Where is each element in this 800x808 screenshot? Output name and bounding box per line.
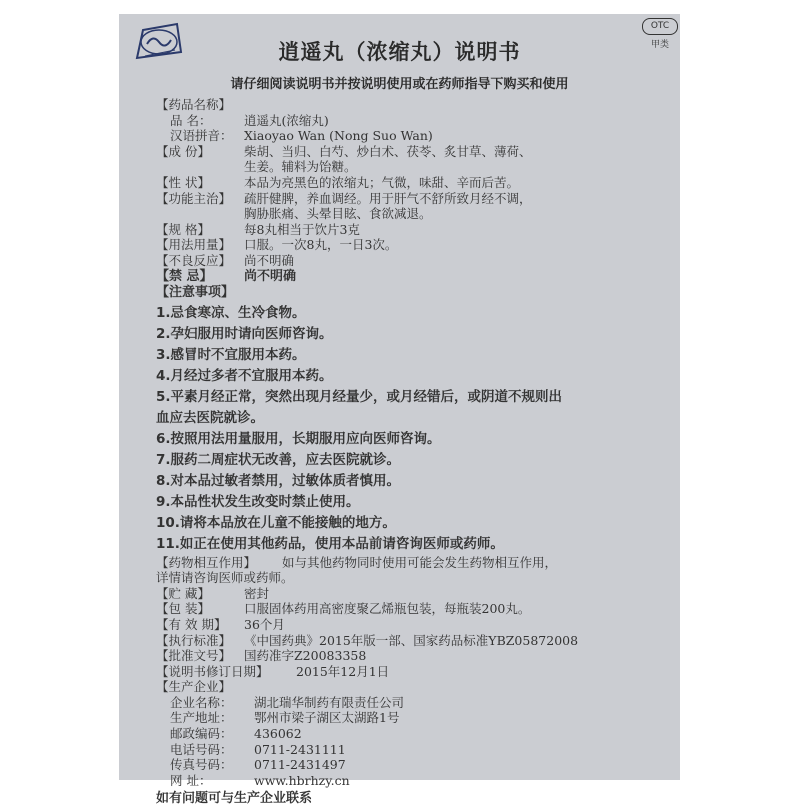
notes-heading: 【注意事项】 xyxy=(156,285,235,301)
adverse-value: 尚不明确 xyxy=(244,252,295,268)
ingredients-label: 【成 份】 xyxy=(156,143,210,159)
functions-row-2 xyxy=(156,206,676,222)
drug-name-heading-row xyxy=(156,97,676,113)
spec-row xyxy=(156,222,676,238)
note-item: 6.按照用法用量服用，长期服用应向医师咨询。 xyxy=(156,430,441,447)
note-item: 2.孕妇服用时请向医师咨询。 xyxy=(156,325,333,342)
otc-badge: OTC xyxy=(642,18,678,35)
functions-value-1: 疏肝健脾，养血调经。用于肝气不舒所致月经不调， xyxy=(244,190,532,206)
manufacturer-heading-row xyxy=(156,679,676,695)
validity-value: 36个月 xyxy=(244,616,285,632)
note-item: 3.感冒时不宜服用本药。 xyxy=(156,346,306,363)
properties-label: 【性 状】 xyxy=(156,174,210,190)
interaction-row-2 xyxy=(156,570,676,586)
functions-row xyxy=(156,191,676,207)
storage-row xyxy=(156,586,676,602)
leaflet-subtitle: 请仔细阅读说明书并按说明使用或在药师指导下购买和使用 xyxy=(230,77,569,92)
pinyin-label: 汉语拼音： xyxy=(170,128,233,144)
revision-value: 2015年12月1日 xyxy=(296,663,390,679)
properties-value: 本品为亮黑色的浓缩丸；气微，味甜、辛而后苦。 xyxy=(244,174,520,190)
ingredients-value-1: 柴胡、当归、白芍、炒白术、茯苓、炙甘草、薄荷、 xyxy=(244,143,532,159)
usage-label: 【用法用量】 xyxy=(156,237,232,253)
ingredients-row xyxy=(156,144,676,160)
company-web-label: 网 址： xyxy=(170,772,212,788)
otc-class-label: 甲类 xyxy=(650,40,669,50)
adverse-row xyxy=(156,253,676,269)
company-phone-row xyxy=(170,742,676,758)
properties-row xyxy=(156,175,676,191)
note-item: 1.忌食寒凉、生冷食物。 xyxy=(156,304,306,321)
contra-value: 尚不明确 xyxy=(244,268,297,284)
standard-label: 【执行标准】 xyxy=(156,632,232,648)
pinyin-row xyxy=(156,128,676,144)
storage-label: 【贮 藏】 xyxy=(156,585,210,601)
usage-value: 口服。一次8丸，一日3次。 xyxy=(244,237,398,253)
note-item: 9.本品性状发生改变时禁止使用。 xyxy=(156,493,360,510)
interaction-row xyxy=(156,555,676,571)
contra-label: 【禁 忌】 xyxy=(156,268,213,284)
validity-label: 【有 效 期】 xyxy=(156,616,227,632)
approval-row xyxy=(156,648,676,664)
functions-value-2: 胸胁胀痛、头晕目眩、食欲减退。 xyxy=(244,206,432,222)
company-fax-label: 传真号码： xyxy=(170,757,233,773)
validity-row xyxy=(156,617,676,633)
company-phone-value: 0711-2431111 xyxy=(254,741,346,757)
spec-label: 【规 格】 xyxy=(156,221,210,237)
interaction-value-2: 详情请咨询医师或药师。 xyxy=(156,570,294,586)
note-item: 11.如正在使用其他药品，使用本品前请咨询医师或药师。 xyxy=(156,535,504,552)
standard-row xyxy=(156,633,676,649)
storage-value: 密封 xyxy=(244,585,270,601)
product-name-value: 逍遥丸(浓缩丸) xyxy=(244,112,329,128)
company-name-value: 湖北瑞华制药有限责任公司 xyxy=(254,694,405,710)
company-postcode-label: 邮政编码： xyxy=(170,726,233,742)
note-item: 5.平素月经正常，突然出现月经量少，或月经错后，或阴道不规则出 xyxy=(156,388,563,405)
company-fax-value: 0711-2431497 xyxy=(254,757,346,773)
company-block xyxy=(156,695,676,789)
package-label: 【包 装】 xyxy=(156,601,210,617)
notes-heading-row xyxy=(156,285,676,302)
footer-row xyxy=(156,791,676,808)
revision-label: 【说明书修订日期】 xyxy=(156,663,269,679)
notes-list xyxy=(156,303,676,555)
pinyin-value: Xiaoyao Wan (Nong Suo Wan) xyxy=(244,128,433,144)
contra-row xyxy=(156,269,676,286)
note-item: 10.请将本品放在儿童不能接触的地方。 xyxy=(156,514,396,531)
company-address-row xyxy=(170,710,676,726)
package-value: 口服固体药用高密度聚乙烯瓶包装，每瓶装200丸。 xyxy=(244,601,531,617)
leaflet-title: 逍遥丸（浓缩丸）说明书 xyxy=(278,40,521,64)
product-name-label: 品 名： xyxy=(170,112,212,128)
company-phone-label: 电话号码： xyxy=(170,741,233,757)
company-postcode-row xyxy=(170,726,676,742)
company-web-value: www.hbrhzy.cn xyxy=(254,772,350,788)
leaflet-body xyxy=(156,97,676,808)
functions-label: 【功能主治】 xyxy=(156,190,232,206)
approval-label: 【批准文号】 xyxy=(156,648,232,664)
package-row xyxy=(156,601,676,617)
note-item: 7.服药二周症状无改善，应去医院就诊。 xyxy=(156,451,401,468)
note-item-continued: 血应去医院就诊。 xyxy=(156,409,264,426)
interaction-label: 【药物相互作用】 xyxy=(156,554,257,570)
manufacturer-heading: 【生产企业】 xyxy=(156,679,232,695)
company-web-row xyxy=(170,773,676,789)
company-postcode-value: 436062 xyxy=(254,726,302,742)
revision-row xyxy=(156,664,676,680)
drug-name-heading: 【药品名称】 xyxy=(156,97,232,112)
company-address-value: 鄂州市梁子湖区太湖路1号 xyxy=(254,710,400,726)
approval-value: 国药准字Z20083358 xyxy=(244,648,367,664)
note-item: 4.月经过多者不宜服用本药。 xyxy=(156,367,333,384)
note-item: 8.对本品过敏者禁用，过敏体质者慎用。 xyxy=(156,472,401,489)
adverse-label: 【不良反应】 xyxy=(156,252,232,268)
spec-value: 每8丸相当于饮片3克 xyxy=(244,221,360,237)
footer-note: 如有问题可与生产企业联系 xyxy=(156,791,313,807)
interaction-value-1: 如与其他药物同时使用可能会发生药物相互作用， xyxy=(282,554,558,570)
company-fax-row xyxy=(170,757,676,773)
company-address-label: 生产地址： xyxy=(170,710,233,726)
leaflet-sheet xyxy=(119,14,680,807)
ingredients-value-2: 生姜。辅料为饴糖。 xyxy=(244,159,357,175)
company-name-label: 企业名称： xyxy=(170,694,233,710)
standard-value: 《中国药典》2015年版一部、国家药品标准YBZ05872008 xyxy=(244,632,579,648)
ingredients-row-2 xyxy=(156,159,676,175)
usage-row xyxy=(156,237,676,253)
product-name-row xyxy=(156,113,676,129)
company-name-row xyxy=(170,695,676,711)
